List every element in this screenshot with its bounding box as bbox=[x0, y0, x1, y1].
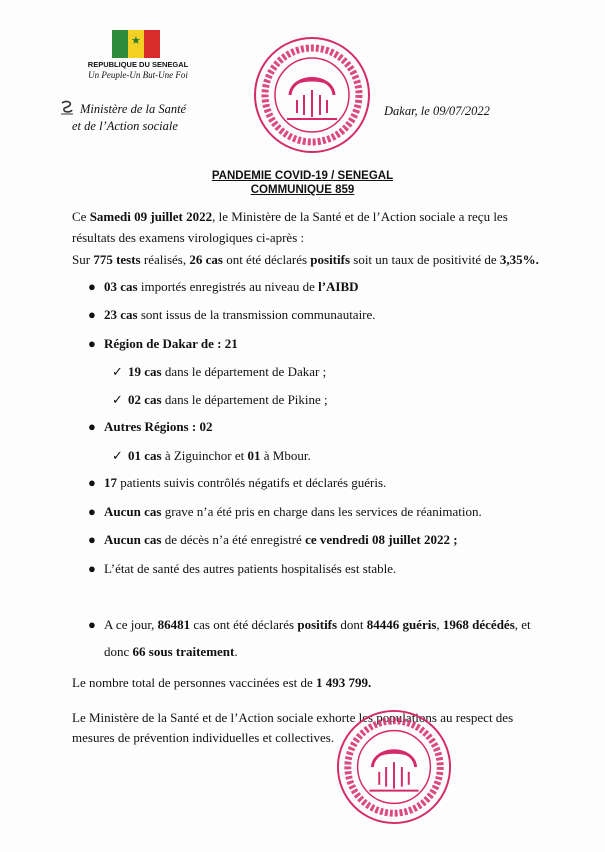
ministry-line-2: et de l’Action sociale bbox=[72, 119, 178, 133]
sub-item-pikine: ✓ 02 cas dans le département de Pikine ; bbox=[72, 390, 544, 411]
vaccine-paragraph: Le nombre total de personnes vaccinées est de 1 493 799. bbox=[72, 675, 372, 690]
closing-paragraph: Le Ministère de la Santé et de l’Action sociale exhorte les populations au respect des mesures de prévention individuelles et collectives. bbox=[72, 709, 514, 745]
bullet-severe: ● Aucun cas grave n’a été pris en charge dans les services de réanimation. bbox=[88, 503, 482, 519]
check-icon: ✓ bbox=[112, 364, 123, 379]
bullet-other-regions: ● Autres Régions : 02 bbox=[88, 419, 213, 434]
national-motto: Un Peuple-Un But-Une Foi bbox=[88, 70, 188, 80]
official-stamp-icon bbox=[252, 35, 372, 155]
check-icon: ✓ bbox=[112, 391, 123, 407]
results-paragraph: Sur 775 tests réalisés, 26 cas ont été déclarés positifs soit un taux de positivité de 3,35%. bbox=[72, 252, 539, 267]
intro-paragraph: Ce Samedi 09 juillet 2022, le Ministère de la Santé et de l’Action sociale a reçu les résultats des examens virologiques ci-après : bbox=[72, 209, 508, 245]
title-line-2: COMMUNIQUE 859 bbox=[250, 184, 355, 196]
check-icon: ✓ bbox=[112, 447, 123, 463]
communique-body bbox=[72, 207, 544, 749]
sub-item-ziguinchor: ✓ 01 cas à Ziguinchor et 01 à Mbour. bbox=[72, 446, 544, 467]
ministry-line-1: Ministère de la Santé bbox=[80, 102, 187, 116]
document-date: Dakar, le 09/07/2022 bbox=[384, 104, 490, 118]
bullet-dakar: ● Région de Dakar de : 21 bbox=[88, 335, 238, 351]
bullet-stable: ● L’état de santé des autres patients hospitalisés est stable. bbox=[88, 560, 397, 576]
sub-item-dakar: ✓ 19 cas dans le département de Dakar ; bbox=[72, 362, 544, 383]
senegal-flag-icon: ★ bbox=[112, 30, 160, 58]
republic-label: REPUBLIQUE DU SENEGAL bbox=[87, 60, 189, 69]
bullet-imported: ● 03 cas importés enregistrés au niveau de l’AIBD bbox=[88, 278, 359, 294]
bullet-community: ● 23 cas sont issus de la transmission communautaire. bbox=[88, 307, 376, 322]
bullet-deaths: ● Aucun cas de décès n’a été enregistré ce vendredi 08 juillet 2022 ; bbox=[88, 532, 458, 547]
bullet-recovered: ● 17 patients suivis contrôlés négatifs et déclarés guéris. bbox=[88, 475, 387, 490]
title-line-1: PANDEMIE COVID-19 / SENEGAL bbox=[211, 170, 394, 182]
bullet-summary: ● A ce jour, 86481 cas ont été déclarés positifs dont 84446 guéris, 1968 décédés, et donc 66 sous traitement. bbox=[88, 617, 531, 659]
official-stamp-icon bbox=[335, 708, 453, 826]
ministry-name bbox=[72, 101, 187, 135]
ministry-logo-icon bbox=[60, 100, 74, 116]
